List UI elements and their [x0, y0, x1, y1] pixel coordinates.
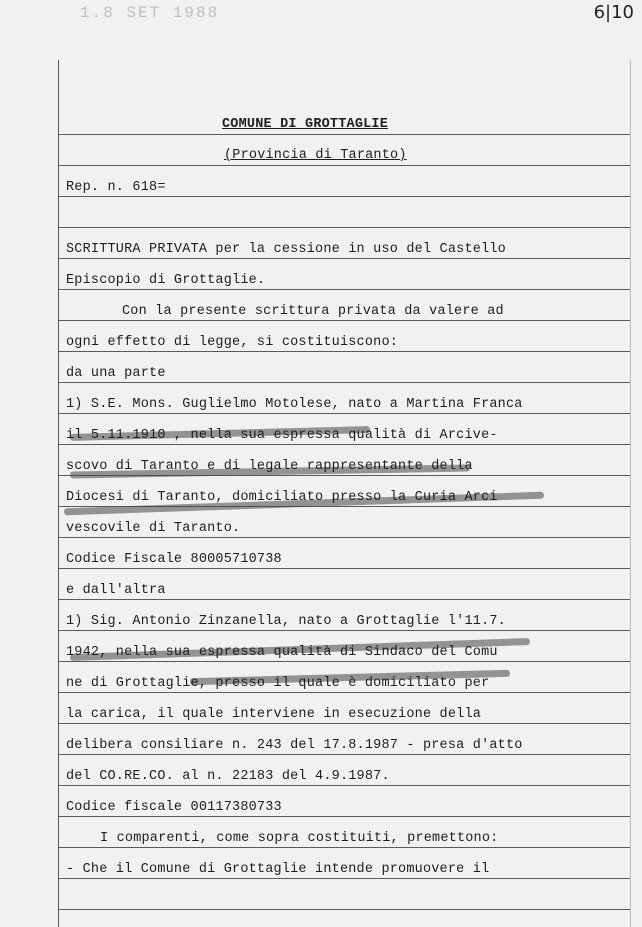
ruled-line [58, 289, 630, 290]
text-line: - Che il Comune di Grottaglie intende promuovere il [66, 862, 490, 877]
text-line: scovo di Taranto e di legale rappresentante della [66, 459, 473, 474]
ruled-line [58, 320, 630, 321]
ruled-line [58, 351, 630, 352]
ruled-line [58, 134, 630, 135]
text-line: del CO.RE.CO. al n. 22183 del 4.9.1987. [66, 769, 390, 784]
text-line: il 5.11.1910 , nella sua espressa qualità di Arcive- [66, 428, 498, 443]
ruled-line [58, 816, 630, 817]
ruled-line [58, 258, 630, 259]
document-title: COMUNE DI GROTTAGLIE [222, 117, 389, 132]
ruled-line [58, 630, 630, 631]
ruled-line [58, 196, 630, 197]
text-line: ne di Grottaglie, presso il quale è domiciliato per [66, 676, 490, 691]
text-line: 1) Sig. Antonio Zinzanella, nato a Grottaglie l'11.7. [66, 614, 506, 629]
text-line: 1942, nella sua espressa qualità di Sindaco del Comu [66, 645, 498, 660]
text-line: e dall'altra [66, 583, 166, 598]
ruled-line [58, 444, 630, 445]
text-line: Con la presente scrittura privata da valere ad [122, 304, 504, 319]
ruled-line [58, 878, 630, 879]
page-number: 6|10 [593, 2, 634, 23]
ruled-line [58, 847, 630, 848]
text-line: Episcopio di Grottaglie. [66, 273, 266, 288]
ruled-line [58, 413, 630, 414]
province-line: (Provincia di Taranto) [224, 148, 407, 163]
ruled-line [58, 568, 630, 569]
ruled-line [58, 537, 630, 538]
ruled-line [58, 165, 630, 166]
text-line: Codice fiscale 00117380733 [66, 800, 282, 815]
rep-number: Rep. n. 618= [66, 180, 166, 195]
right-margin-rule [630, 60, 631, 927]
text-line: vescovile di Taranto. [66, 521, 241, 536]
ruled-line [58, 723, 630, 724]
text-line: Diocesi di Taranto, domiciliato presso la Curia Arci [66, 490, 498, 505]
text-line: I comparenti, come sopra costituiti, premettono: [100, 831, 499, 846]
text-line: delibera consiliare n. 243 del 17.8.1987 - presa d'atto [66, 738, 523, 753]
text-line: 1) S.E. Mons. Guglielmo Motolese, nato a Martina Franca [66, 397, 523, 412]
ruled-line [58, 382, 630, 383]
ruled-line [58, 754, 630, 755]
text-line: la carica, il quale interviene in esecuzione della [66, 707, 482, 722]
ruled-line [58, 909, 630, 910]
date-stamp: 1.8 SET 1988 [80, 4, 220, 22]
text-line: Codice Fiscale 80005710738 [66, 552, 282, 567]
text-line: ogni effetto di legge, si costituiscono: [66, 335, 399, 350]
ruled-line [58, 785, 630, 786]
ruled-line [58, 661, 630, 662]
ruled-line [58, 227, 630, 228]
left-margin-rule [58, 60, 59, 927]
text-line: SCRITTURA PRIVATA per la cessione in uso del Castello [66, 242, 506, 257]
text-line: da una parte [66, 366, 166, 381]
ruled-line [58, 599, 630, 600]
ruled-line [58, 692, 630, 693]
